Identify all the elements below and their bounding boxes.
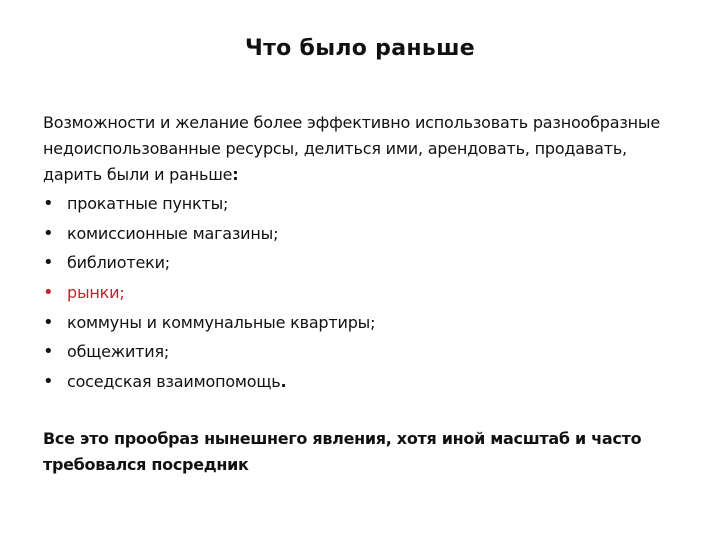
bullet-icon: • xyxy=(43,252,54,274)
list-item xyxy=(43,189,663,219)
list-item-text: прокатные пункты; xyxy=(67,194,229,213)
summary-paragraph: Все это прообраз нынешнего явления, хотя иной масштаб и часто требовался посредник xyxy=(43,429,642,474)
list-item-text: комиссионные магазины; xyxy=(67,223,279,243)
list-item xyxy=(43,308,663,338)
list-item xyxy=(43,248,663,278)
intro-text: Возможности и желание более эффективно использовать разнообразные недоиспользованные ресурсы, делиться ими, арендовать, продавать, дарить были и раньше xyxy=(43,113,661,184)
bullet-icon: • xyxy=(43,371,54,393)
list-item xyxy=(43,219,663,249)
bullet-list xyxy=(43,189,663,397)
bullet-icon: • xyxy=(43,222,54,244)
bullet-icon: • xyxy=(43,282,54,304)
list-item-text: библиотеки; xyxy=(67,253,170,273)
list-item-highlighted xyxy=(43,278,663,308)
list-item-text: рынки; xyxy=(67,283,125,303)
intro-colon: : xyxy=(232,165,239,184)
list-item xyxy=(43,367,663,397)
bullet-icon: • xyxy=(43,193,54,214)
list-item-text: общежития; xyxy=(67,342,170,362)
bullet-icon: • xyxy=(43,311,54,333)
list-item-suffix: . xyxy=(280,372,287,392)
bullet-icon: • xyxy=(43,341,54,363)
intro-paragraph xyxy=(43,110,663,188)
list-item-text: соседская взаимопомощь xyxy=(67,372,281,392)
list-item-text: коммуны и коммунальные квартиры; xyxy=(67,312,376,332)
list-item xyxy=(43,337,663,367)
slide-title: Что было раньше xyxy=(245,36,475,61)
